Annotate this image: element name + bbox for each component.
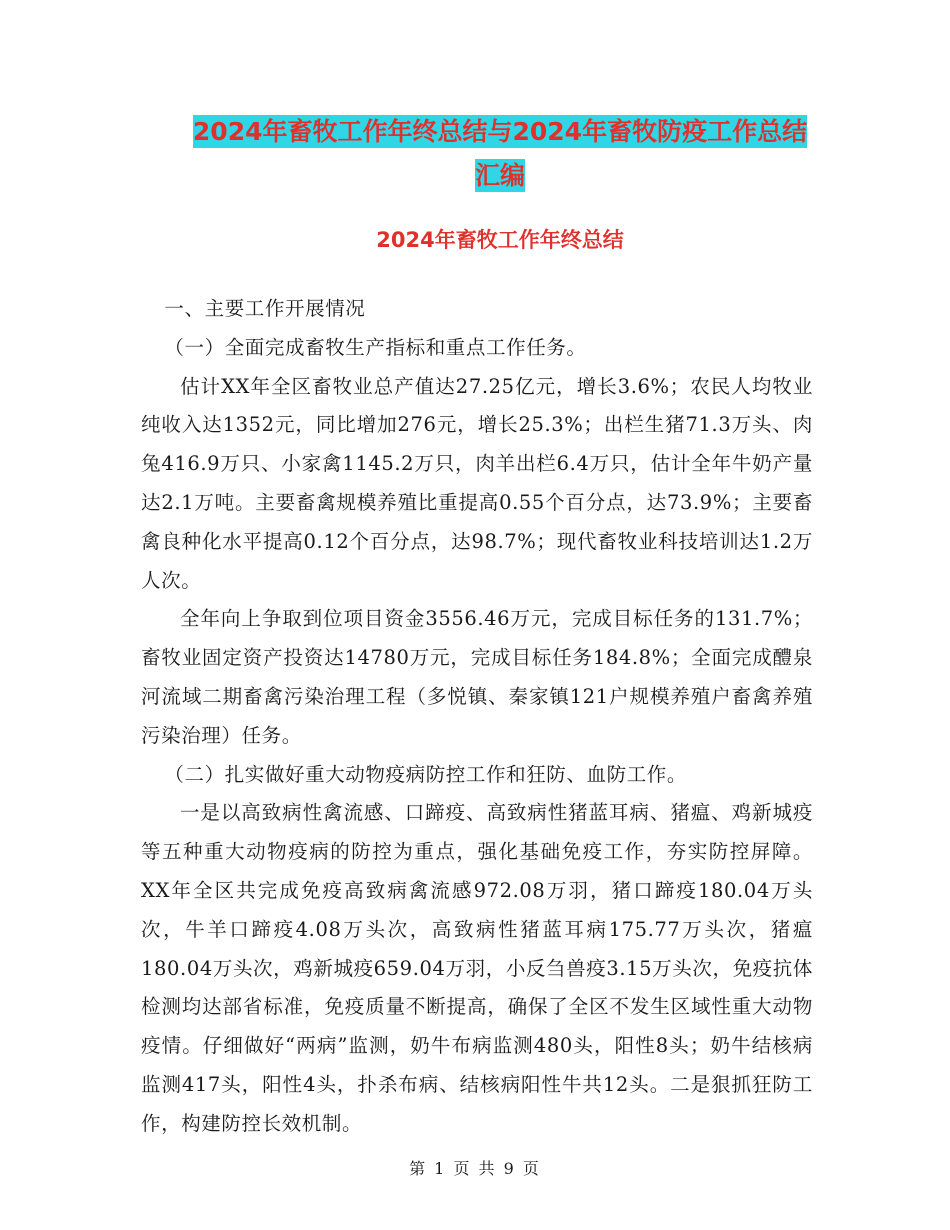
- page-footer: 第 1 页 共 9 页: [409, 1159, 541, 1178]
- body-text: [141, 290, 813, 1144]
- title-highlight: 汇编: [474, 161, 525, 190]
- paragraph-disease-control: 一是以高致病性禽流感、口蹄疫、高致病性猪蓝耳病、猪瘟、鸡新城疫等五种重大动物疫病的防控为重点，强化基础免疫工作，夯实防控屏障。XX年全区共完成免疫高致病禽流感972.08万羽，猪口蹄疫180.04万头次，牛羊口蹄疫4.08万头次，高致病性猪蓝耳病175.77万头次，猪瘟180.04万头次，鸡新城疫659.04万羽，小反刍兽疫3.15万头次，免疫抗体检测均达部省标准，免疫质量不断提高，确保了全区不发生区域性重大动物疫情。仔细做好“两病”监测，奶牛布病监测480头，阳性8头；奶牛结核病监测417头，阳性4头，扑杀布病、结核病阳性牛共12头。二是狠抓狂防工作，构建防控长效机制。: [141, 801, 813, 1135]
- title-highlight: 2024年畜牧工作年终总结与2024年畜牧防疫工作总结: [192, 117, 808, 146]
- section-title: 2024年畜牧工作年终总结: [376, 228, 624, 252]
- paragraph-investment: 全年向上争取到位项目资金3556.46万元，完成目标任务的131.7%；畜牧业固定资产投资达14780万元，完成目标任务184.8%；全面完成醴泉河流域二期畜禽污染治理工程（多悦镇、秦家镇121户规模养殖户畜禽养殖污染治理）任务。: [141, 607, 813, 747]
- heading-main-work: 一、主要工作开展情况: [164, 297, 366, 320]
- paragraph-production-stats: 估计XX年全区畜牧业总产值达27.25亿元，增长3.6%；农民人均牧业纯收入达1352元，同比增加276元，增长25.3%；出栏生猪71.3万头、肉兔416.9万只、小家禽1145.2万只，肉羊出栏6.4万只，估计全年牛奶产量达2.1万吨。主要畜禽规模养殖比重提高0.55个百分点，达73.9%；主要畜禽良种化水平提高0.12个百分点，达98.7%；现代畜牧业科技培训达1.2万人次。: [141, 374, 813, 592]
- document-title-line2: [140, 156, 860, 192]
- subheading-disease-control: （二）扎实做好重大动物疫病防控工作和狂防、血防工作。: [164, 762, 687, 786]
- subheading-production: （一）全面完成畜牧生产指标和重点工作任务。: [164, 335, 587, 359]
- document-title-line1: [140, 112, 860, 148]
